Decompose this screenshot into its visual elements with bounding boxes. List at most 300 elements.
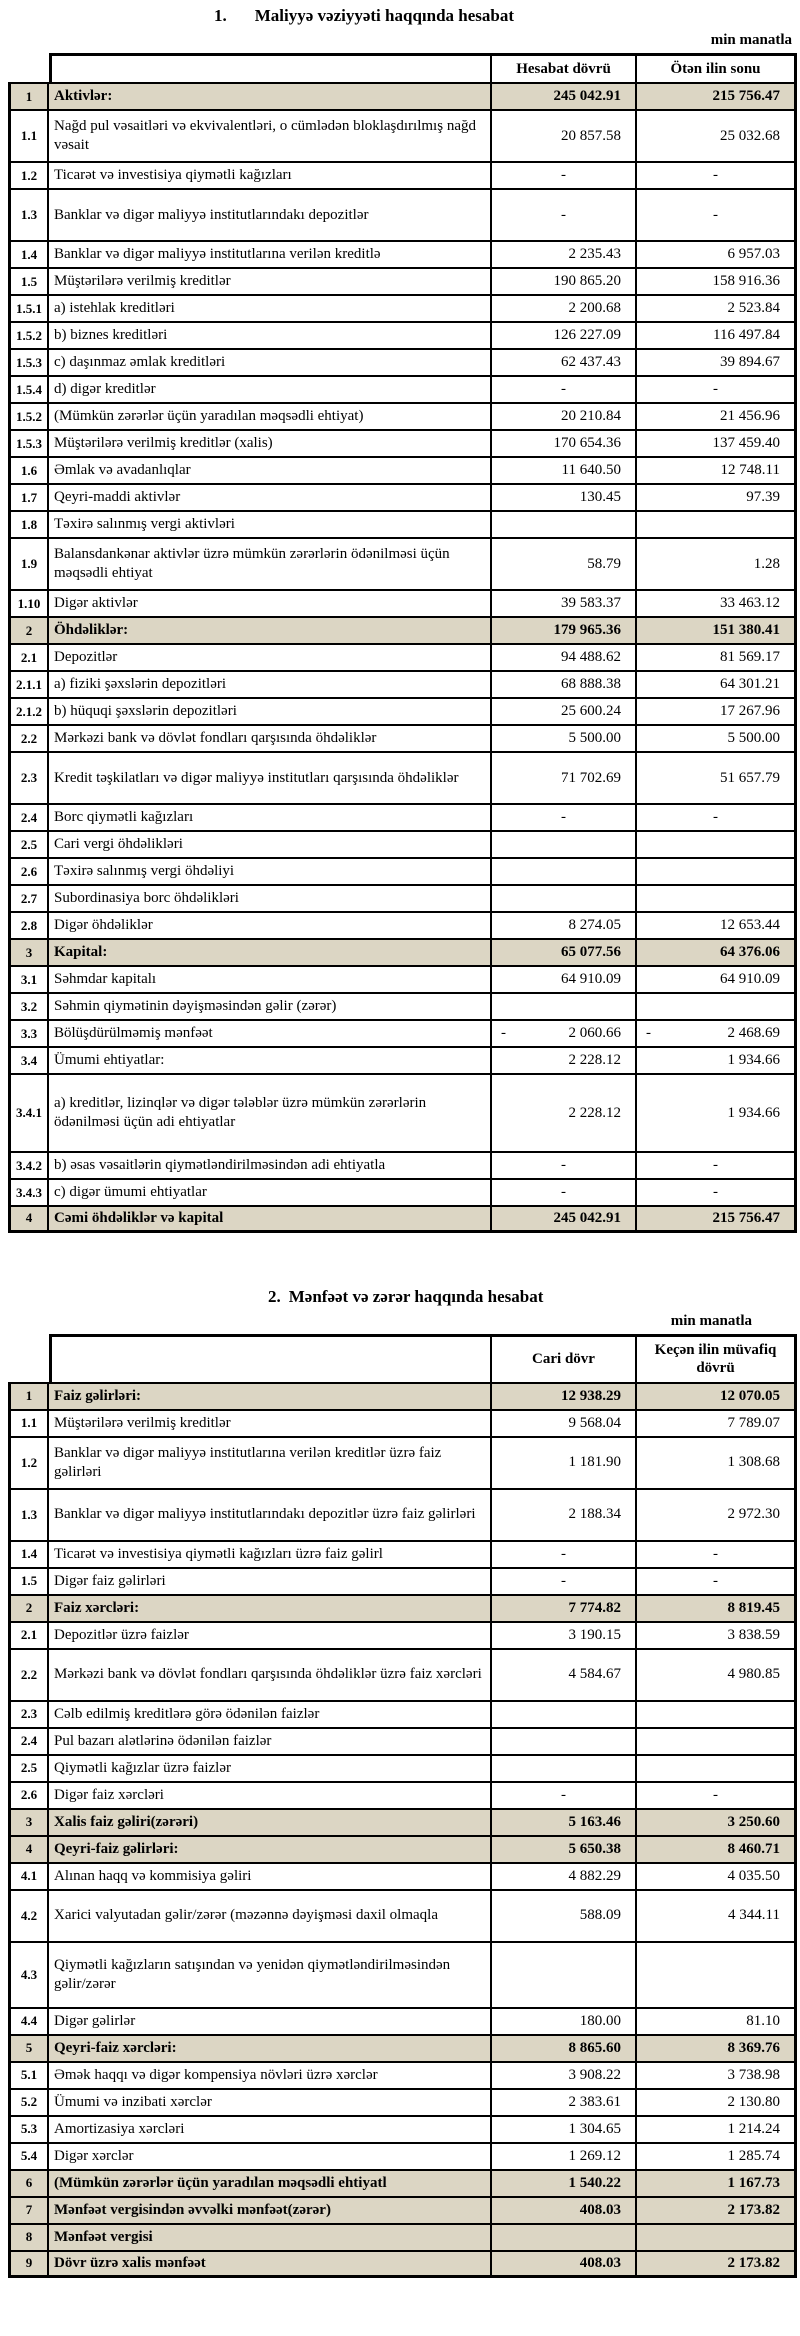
- row-label: c) daşınmaz əmlak kreditləri: [49, 348, 492, 375]
- row-number: 2.6: [8, 857, 49, 884]
- row-number: 2.5: [8, 1754, 49, 1781]
- table-row: [8, 2196, 797, 2223]
- row-label: Səhmdar kapitalı: [49, 965, 492, 992]
- table-row: [8, 1205, 797, 1233]
- value-current: 25 600.24: [492, 697, 637, 724]
- row-label: a) fiziki şəxslərin depozitləri: [49, 670, 492, 697]
- value-current: -: [492, 1151, 637, 1178]
- value-previous: 33 463.12: [637, 589, 797, 616]
- table-row: [8, 1594, 797, 1621]
- value-current: 4 882.29: [492, 1862, 637, 1889]
- row-label: Ümumi və inzibati xərclər: [49, 2088, 492, 2115]
- table-row: [8, 267, 797, 294]
- row-number: 5.3: [8, 2115, 49, 2142]
- row-number: 1.9: [8, 537, 49, 589]
- row-label: Alınan haqq və kommisiya gəliri: [49, 1862, 492, 1889]
- row-label: Qiymətli kağızlar üzrə faizlər: [49, 1754, 492, 1781]
- row-label: Qeyri-faiz gəlirləri:: [49, 1835, 492, 1862]
- row-number: 1.2: [8, 1436, 49, 1488]
- table-header-row: [8, 1334, 797, 1382]
- row-number: 1.5.4: [8, 375, 49, 402]
- table-row: [8, 161, 797, 188]
- value-current: 3 190.15: [492, 1621, 637, 1648]
- value-previous: 64 910.09: [637, 965, 797, 992]
- value-current: 9 568.04: [492, 1409, 637, 1436]
- value-previous: 4 980.85: [637, 1648, 797, 1700]
- row-label: Digər xərclər: [49, 2142, 492, 2169]
- table-row: [8, 188, 797, 240]
- row-label: Mərkəzi bank və dövlət fondları qarşısında öhdəliklər üzrə faiz xərcləri: [49, 1648, 492, 1700]
- unit-label-2: min manatla: [670, 1312, 752, 1329]
- table-row: [8, 510, 797, 537]
- value-current: 20 857.58: [492, 109, 637, 161]
- value-current: 245 042.91: [492, 1205, 637, 1233]
- table-row: [8, 82, 797, 109]
- row-number: 3: [8, 1808, 49, 1835]
- value-current: 2 383.61: [492, 2088, 637, 2115]
- table-row: [8, 992, 797, 1019]
- row-number: 5.4: [8, 2142, 49, 2169]
- value-previous: 64 301.21: [637, 670, 797, 697]
- row-label: Kredit təşkilatları və digər maliyyə institutları qarşısında öhdəliklər: [49, 751, 492, 803]
- table-row: [8, 2115, 797, 2142]
- value-current: 5 163.46: [492, 1808, 637, 1835]
- unit-label-1: min manatla: [710, 32, 792, 48]
- value-current: 12 938.29: [492, 1382, 637, 1409]
- value-previous: 215 756.47: [637, 82, 797, 109]
- row-number: 4.3: [8, 1941, 49, 2007]
- row-number: 1.3: [8, 188, 49, 240]
- row-label: Aktivlər:: [49, 82, 492, 109]
- row-label: Mərkəzi bank və dövlət fondları qarşısında öhdəliklər: [49, 724, 492, 751]
- minus-sign: -: [501, 1025, 506, 1041]
- header-label-cell: [49, 53, 492, 82]
- table-row: [8, 803, 797, 830]
- value-current: 1 304.65: [492, 2115, 637, 2142]
- row-label: Dövr üzrə xalis mənfəət: [49, 2250, 492, 2278]
- row-label: Mənfəət vergisindən əvvəlki mənfəət(zərər): [49, 2196, 492, 2223]
- value-current: [492, 510, 637, 537]
- table-row: [8, 456, 797, 483]
- table-row: [8, 1488, 797, 1540]
- value-previous: 3 738.98: [637, 2061, 797, 2088]
- value-current: 408.03: [492, 2250, 637, 2278]
- table-row: [8, 1382, 797, 1409]
- value-current: -: [492, 375, 637, 402]
- value-current: -: [492, 1178, 637, 1205]
- row-label: Digər faiz xərcləri: [49, 1781, 492, 1808]
- row-number: 1.5.3: [8, 348, 49, 375]
- value-current: 130.45: [492, 483, 637, 510]
- table-header-row: [8, 53, 797, 82]
- row-number: 3.3: [8, 1019, 49, 1046]
- value-previous: 17 267.96: [637, 697, 797, 724]
- row-number: 2.6: [8, 1781, 49, 1808]
- section1-title-number: 1.: [214, 6, 227, 25]
- section2-title-number: 2.: [268, 1286, 281, 1306]
- value-previous: 51 657.79: [637, 751, 797, 803]
- value-current: 180.00: [492, 2007, 637, 2034]
- row-number: 5: [8, 2034, 49, 2061]
- table-row: [8, 1808, 797, 1835]
- table-row: [8, 1941, 797, 2007]
- table-row: [8, 1621, 797, 1648]
- row-label: Mənfəət vergisi: [49, 2223, 492, 2250]
- row-label: Digər gəlirlər: [49, 2007, 492, 2034]
- value-previous: 4 344.11: [637, 1889, 797, 1941]
- row-label: Öhdəliklər:: [49, 616, 492, 643]
- value-current: 5 500.00: [492, 724, 637, 751]
- table-row: [8, 697, 797, 724]
- table-row: [8, 109, 797, 161]
- row-number: 1.5.3: [8, 429, 49, 456]
- row-label: Ticarət və investisiya qiymətli kağızları: [49, 161, 492, 188]
- row-number: 1.3: [8, 1488, 49, 1540]
- value-previous: 151 380.41: [637, 616, 797, 643]
- row-number: 4: [8, 1835, 49, 1862]
- value-previous: 12 070.05: [637, 1382, 797, 1409]
- value-previous: -: [637, 803, 797, 830]
- value-current: 408.03: [492, 2196, 637, 2223]
- value-current: 65 077.56: [492, 938, 637, 965]
- row-label: d) digər kreditlər: [49, 375, 492, 402]
- value-previous: 2 972.30: [637, 1488, 797, 1540]
- row-number: 1.10: [8, 589, 49, 616]
- value-previous: -: [637, 161, 797, 188]
- table-row: [8, 670, 797, 697]
- row-number: 1.5.1: [8, 294, 49, 321]
- value-current: [492, 1700, 637, 1727]
- row-number: 9: [8, 2250, 49, 2278]
- row-number: 8: [8, 2223, 49, 2250]
- value-previous: 1 285.74: [637, 2142, 797, 2169]
- value-previous: 8 460.71: [637, 1835, 797, 1862]
- value-previous: 6 957.03: [637, 240, 797, 267]
- value-current: 245 042.91: [492, 82, 637, 109]
- table-row: [8, 1073, 797, 1151]
- value-previous: [637, 1727, 797, 1754]
- table-row: [8, 643, 797, 670]
- table-row: [8, 2223, 797, 2250]
- table-row: [8, 1648, 797, 1700]
- row-number: 6: [8, 2169, 49, 2196]
- row-label: Depozitlər: [49, 643, 492, 670]
- value-current: 2 228.12: [492, 1046, 637, 1073]
- value-current: 11 640.50: [492, 456, 637, 483]
- value-current: 94 488.62: [492, 643, 637, 670]
- row-number: 4: [8, 1205, 49, 1233]
- value-previous: 8 369.76: [637, 2034, 797, 2061]
- value-current: 179 965.36: [492, 616, 637, 643]
- table-row: [8, 2061, 797, 2088]
- value-current: 64 910.09: [492, 965, 637, 992]
- value-current: 1 181.90: [492, 1436, 637, 1488]
- row-label: Banklar və digər maliyyə institutlarındakı depozitlər üzrə faiz gəlirləri: [49, 1488, 492, 1540]
- value-current: -: [492, 1540, 637, 1567]
- value-previous: 1 934.66: [637, 1046, 797, 1073]
- row-label: Banklar və digər maliyyə institutlarındakı depozitlər: [49, 188, 492, 240]
- value-current: 62 437.43: [492, 348, 637, 375]
- table-row: [8, 483, 797, 510]
- column-header-previous: Keçən ilin müvafiq dövrü: [637, 1334, 797, 1382]
- value-previous: 2 173.82: [637, 2196, 797, 2223]
- row-label: Xarici valyutadan gəlir/zərər (məzənnə dəyişməsi daxil olmaqla: [49, 1889, 492, 1941]
- row-number: 7: [8, 2196, 49, 2223]
- value-current: 3 908.22: [492, 2061, 637, 2088]
- row-number: 4.4: [8, 2007, 49, 2034]
- row-label: Banklar və digər maliyyə institutlarına verilən kreditlə: [49, 240, 492, 267]
- row-label: Qiymətli kağızların satışından və yenidən qiymətləndirilməsindən gəlir/zərər: [49, 1941, 492, 2007]
- table-row: [8, 751, 797, 803]
- value-previous: 1 214.24: [637, 2115, 797, 2142]
- value-previous: 25 032.68: [637, 109, 797, 161]
- row-label: Müştərilərə verilmiş kreditlər (xalis): [49, 429, 492, 456]
- header-label-cell: [49, 1334, 492, 1382]
- row-label: Səhmin qiymətinin dəyişməsindən gəlir (zərər): [49, 992, 492, 1019]
- value-previous: [637, 830, 797, 857]
- column-header-previous: Ötən ilin sonu: [637, 53, 797, 82]
- value-current: [492, 857, 637, 884]
- row-number: 3.4.3: [8, 1178, 49, 1205]
- value-current: 2 188.34: [492, 1488, 637, 1540]
- row-number: 1.4: [8, 240, 49, 267]
- table-row: [8, 1727, 797, 1754]
- table-row: [8, 857, 797, 884]
- row-label: Digər aktivlər: [49, 589, 492, 616]
- value-text: 2 468.69: [727, 1025, 780, 1041]
- row-number: 3.4.2: [8, 1151, 49, 1178]
- value-previous: -: [637, 1781, 797, 1808]
- table-row: [8, 2250, 797, 2278]
- table-row: [8, 294, 797, 321]
- table-row: [8, 240, 797, 267]
- value-current: [492, 992, 637, 1019]
- value-current: 2 235.43: [492, 240, 637, 267]
- row-number: 2.4: [8, 803, 49, 830]
- row-number: 2.7: [8, 884, 49, 911]
- row-label: Amortizasiya xərcləri: [49, 2115, 492, 2142]
- value-previous: 39 894.67: [637, 348, 797, 375]
- row-number: 1: [8, 82, 49, 109]
- table-row: [8, 1178, 797, 1205]
- value-previous: 81.10: [637, 2007, 797, 2034]
- row-number: 3.4: [8, 1046, 49, 1073]
- value-previous: 97.39: [637, 483, 797, 510]
- row-number: 1.6: [8, 456, 49, 483]
- value-previous: 7 789.07: [637, 1409, 797, 1436]
- value-current: 1 540.22: [492, 2169, 637, 2196]
- value-previous: 4 035.50: [637, 1862, 797, 1889]
- value-current: 2 200.68: [492, 294, 637, 321]
- row-label: Banklar və digər maliyyə institutlarına verilən kreditlər üzrə faiz gəlirləri: [49, 1436, 492, 1488]
- balance-sheet-table: [8, 53, 797, 1233]
- row-number: 3: [8, 938, 49, 965]
- value-current: [492, 830, 637, 857]
- row-label: Təxirə salınmış vergi aktivləri: [49, 510, 492, 537]
- row-label: Cari vergi öhdəlikləri: [49, 830, 492, 857]
- value-current: 170 654.36: [492, 429, 637, 456]
- row-number: 2.3: [8, 1700, 49, 1727]
- row-number: 3.1: [8, 965, 49, 992]
- minus-sign: -: [646, 1025, 651, 1041]
- value-previous: [637, 992, 797, 1019]
- section2-title: [268, 1287, 800, 1309]
- row-label: Qeyri-maddi aktivlər: [49, 483, 492, 510]
- value-current: 58.79: [492, 537, 637, 589]
- value-current: -: [492, 803, 637, 830]
- row-number: 1.5: [8, 1567, 49, 1594]
- value-current: [492, 2223, 637, 2250]
- table-row: [8, 1409, 797, 1436]
- row-label: Depozitlər üzrə faizlər: [49, 1621, 492, 1648]
- row-label: b) əsas vəsaitlərin qiymətləndirilməsindən adi ehtiyatla: [49, 1151, 492, 1178]
- value-current: 8 274.05: [492, 911, 637, 938]
- section2-title-text: Mənfəət və zərər haqqında hesabat: [288, 1286, 544, 1306]
- value-previous: 158 916.36: [637, 267, 797, 294]
- table-row: [8, 1700, 797, 1727]
- row-label: b) hüquqi şəxslərin depozitləri: [49, 697, 492, 724]
- value-current: -: [492, 188, 637, 240]
- value-previous: 1 308.68: [637, 1436, 797, 1488]
- row-label: a) kreditlər, lizinqlər və digər tələblər üzrə mümkün zərərlərin ödənilməsi üçün adi ehtiyatlar: [49, 1073, 492, 1151]
- row-label: b) biznes kreditləri: [49, 321, 492, 348]
- value-current: 20 210.84: [492, 402, 637, 429]
- value-current: [492, 1754, 637, 1781]
- header-corner-spacer: [8, 53, 49, 82]
- value-previous: [637, 884, 797, 911]
- row-label: (Mümkün zərərlər üçün yaradılan məqsədli ehtiyatl: [49, 2169, 492, 2196]
- value-previous: 21 456.96: [637, 402, 797, 429]
- row-label: (Mümkün zərərlər üçün yaradılan məqsədli ehtiyat): [49, 402, 492, 429]
- value-previous: 2 523.84: [637, 294, 797, 321]
- value-current: 39 583.37: [492, 589, 637, 616]
- value-current: 190 865.20: [492, 267, 637, 294]
- row-number: 1.4: [8, 1540, 49, 1567]
- value-previous: 137 459.40: [637, 429, 797, 456]
- table-row: [8, 2034, 797, 2061]
- table-row: [8, 1436, 797, 1488]
- table-row: [8, 1835, 797, 1862]
- row-number: 1: [8, 1382, 49, 1409]
- row-label: Faiz xərcləri:: [49, 1594, 492, 1621]
- row-label: Xalis faiz gəliri(zərəri): [49, 1808, 492, 1835]
- value-current: [492, 1941, 637, 2007]
- row-number: 3.4.1: [8, 1073, 49, 1151]
- row-label: Ticarət və investisiya qiymətli kağızları üzrə faiz gəlirl: [49, 1540, 492, 1567]
- table-row: [8, 537, 797, 589]
- value-current: 126 227.09: [492, 321, 637, 348]
- row-number: 5.2: [8, 2088, 49, 2115]
- value-previous: 3 838.59: [637, 1621, 797, 1648]
- value-previous: 64 376.06: [637, 938, 797, 965]
- value-previous: 5 500.00: [637, 724, 797, 751]
- row-number: 1.7: [8, 483, 49, 510]
- value-previous: 2 173.82: [637, 2250, 797, 2278]
- table-row: [8, 375, 797, 402]
- row-number: 1.5.2: [8, 402, 49, 429]
- value-previous: 116 497.84: [637, 321, 797, 348]
- table-row: [8, 2169, 797, 2196]
- value-previous: [637, 1700, 797, 1727]
- row-label: Borc qiymətli kağızları: [49, 803, 492, 830]
- table-row: [8, 2007, 797, 2034]
- table-row: [8, 429, 797, 456]
- table-row: [8, 321, 797, 348]
- value-current: [492, 884, 637, 911]
- table-row: [8, 1019, 797, 1046]
- table-row: [8, 830, 797, 857]
- row-number: 1.2: [8, 161, 49, 188]
- value-previous: [637, 1754, 797, 1781]
- column-header-current: Cari dövr: [492, 1334, 637, 1382]
- column-header-current: Hesabat dövrü: [492, 53, 637, 82]
- row-number: 2: [8, 1594, 49, 1621]
- value-current: [492, 1727, 637, 1754]
- row-number: 1.8: [8, 510, 49, 537]
- value-current: 71 702.69: [492, 751, 637, 803]
- row-label: Qeyri-faiz xərcləri:: [49, 2034, 492, 2061]
- row-label: Cəmi öhdəliklər və kapital: [49, 1205, 492, 1233]
- value-current: -: [492, 161, 637, 188]
- table-row: [8, 1540, 797, 1567]
- value-previous: -: [637, 1178, 797, 1205]
- row-label: Pul bazarı alətlərinə ödənilən faizlər: [49, 1727, 492, 1754]
- row-label: Əmək haqqı və digər kompensiya növləri üzrə xərclər: [49, 2061, 492, 2088]
- value-current: 7 774.82: [492, 1594, 637, 1621]
- row-label: Balansdankənar aktivlər üzrə mümkün zərərlərin ödənilməsi üçün məqsədli ehtiyat: [49, 537, 492, 589]
- row-number: 2.3: [8, 751, 49, 803]
- row-label: Nağd pul vəsaitləri və ekvivalentləri, o cümlədən bloklaşdırılmış nağd vəsait: [49, 109, 492, 161]
- row-number: 3.2: [8, 992, 49, 1019]
- value-previous: 1 167.73: [637, 2169, 797, 2196]
- row-number: 2.1.2: [8, 697, 49, 724]
- row-label: Subordinasiya borc öhdəlikləri: [49, 884, 492, 911]
- row-label: a) istehlak kreditləri: [49, 294, 492, 321]
- value-previous: -: [637, 188, 797, 240]
- value-current: 8 865.60: [492, 2034, 637, 2061]
- value-previous: -: [637, 1540, 797, 1567]
- value-previous: -: [637, 375, 797, 402]
- value-current: 4 584.67: [492, 1648, 637, 1700]
- value-current: 5 650.38: [492, 1835, 637, 1862]
- row-number: 2.2: [8, 1648, 49, 1700]
- table-row: [8, 1754, 797, 1781]
- row-number: 2.1: [8, 643, 49, 670]
- table-row: [8, 1862, 797, 1889]
- row-number: 4.2: [8, 1889, 49, 1941]
- value-previous: -: [637, 1567, 797, 1594]
- row-number: 2.2: [8, 724, 49, 751]
- row-number: 2.5: [8, 830, 49, 857]
- row-label: Müştərilərə verilmiş kreditlər: [49, 267, 492, 294]
- value-current: 588.09: [492, 1889, 637, 1941]
- table-row: [8, 2142, 797, 2169]
- value-previous: [637, 510, 797, 537]
- value-previous: [637, 2223, 797, 2250]
- row-number: 2.4: [8, 1727, 49, 1754]
- row-label: Ümumi ehtiyatlar:: [49, 1046, 492, 1073]
- report-page: [0, 6, 800, 2278]
- value-text: 2 060.66: [568, 1025, 621, 1041]
- table-row: [8, 348, 797, 375]
- table-row: [8, 616, 797, 643]
- value-previous: 3 250.60: [637, 1808, 797, 1835]
- table-row: [8, 965, 797, 992]
- value-previous: 12 653.44: [637, 911, 797, 938]
- value-current: 2 228.12: [492, 1073, 637, 1151]
- value-previous: -: [637, 1151, 797, 1178]
- value-current: 68 888.38: [492, 670, 637, 697]
